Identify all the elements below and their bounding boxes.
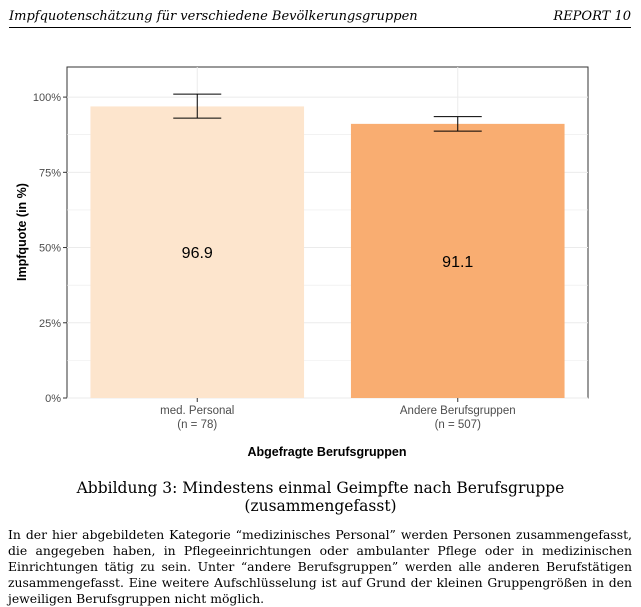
y-tick-label: 50% xyxy=(38,242,61,255)
bar-value-label: 91.1 xyxy=(442,253,474,271)
bar-value-label: 96.9 xyxy=(181,245,213,263)
body-paragraph: In der hier abgebildeten Kategorie “medizinisches Personal” werden Personen zusammengefasst, die angegeben haben, in Pflegeeinrichtungen oder ambulanter Pflege oder in medizinischen Einrichtungen tätig zu sein. Unter “andere Berufsgruppen” werden alle anderen Berufstätigen zusammengefasst. Eine weitere Aufschlüsselung ist auf Grund der kleinen Gruppengrößen in den jeweiligen Berufsgruppen nicht möglich. xyxy=(8,527,632,606)
x-tick-label: Andere Berufsgruppen xyxy=(399,405,516,417)
y-tick-label: 0% xyxy=(45,393,61,405)
y-axis-title: Impfquote (in %) xyxy=(15,183,29,281)
figure-caption: Abbildung 3: Mindestens einmal Geimpfte nach Berufsgruppe (zusammengefasst) xyxy=(76,479,565,515)
x-tick-n-label: (n = 507) xyxy=(434,419,481,431)
x-axis-title: Abgefragte Berufsgruppen xyxy=(247,445,407,459)
page-header xyxy=(9,8,631,28)
x-tick-label: med. Personal xyxy=(160,405,235,417)
header-report-number: REPORT 10 xyxy=(553,9,631,24)
y-tick-label: 75% xyxy=(38,167,61,180)
bar-chart xyxy=(0,40,641,465)
y-tick-label: 25% xyxy=(38,317,61,330)
y-tick-label: 100% xyxy=(32,92,61,105)
header-title: Impfquotenschätzung für verschiedene Bevölkerungsgruppen xyxy=(9,9,418,24)
x-tick-n-label: (n = 78) xyxy=(177,419,218,431)
